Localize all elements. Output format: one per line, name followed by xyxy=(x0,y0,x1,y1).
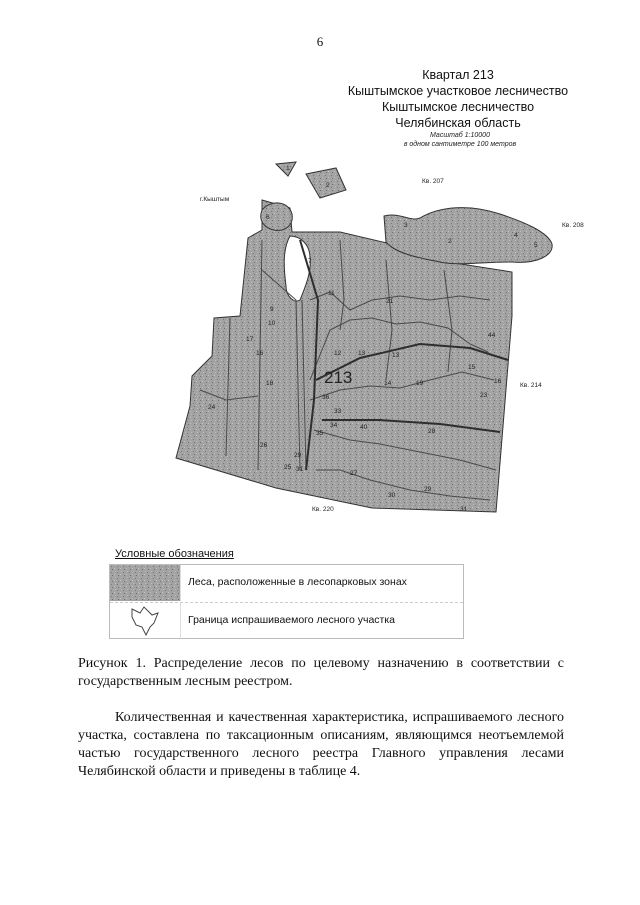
plot-number: 1 xyxy=(286,165,290,172)
plot-number: 26 xyxy=(260,442,268,449)
plot-number: 6 xyxy=(266,214,270,221)
plot-number: 23 xyxy=(480,392,488,399)
neighbor-label-north: Кв. 207 xyxy=(422,178,444,185)
plot-number: 30 xyxy=(388,492,396,499)
map-scale-line-1: Масштаб 1:10000 xyxy=(430,132,490,139)
plot-number: 25 xyxy=(284,464,292,471)
neighbor-label-east: Кв. 214 xyxy=(520,382,542,389)
plot-number: 31 xyxy=(460,506,468,513)
plot-number: 9 xyxy=(270,306,274,313)
plot-number: 29 xyxy=(424,486,432,493)
map-title-line-1: Квартал 213 xyxy=(422,68,494,82)
plot-number: 18 xyxy=(266,380,274,387)
plot-number: 19 xyxy=(416,380,424,387)
figure-caption: Рисунок 1. Распределение лесов по целевому назначению в соответствии с государственным лесным реестром. xyxy=(78,656,564,689)
plot-number: 5 xyxy=(534,242,538,249)
plot-number: 3 xyxy=(404,222,408,229)
plot-number: 12 xyxy=(334,350,342,357)
plot-number: 21 xyxy=(386,298,394,305)
legend-item-forest xyxy=(110,565,463,601)
legend-label-forest: Леса, расположенные в лесопарковых зонах xyxy=(188,576,407,588)
legend-swatch-forest xyxy=(110,565,181,601)
plot-northeast xyxy=(384,208,552,264)
plot-number: 29 xyxy=(294,452,302,459)
legend-title: Условные обозначения xyxy=(115,548,234,560)
plot-number: 27 xyxy=(350,470,358,477)
plot-number: 17 xyxy=(246,336,254,343)
plot-number: 13 xyxy=(358,350,366,357)
neighbor-label-south: Кв. 220 xyxy=(312,506,334,513)
map-scale-line-2: в одном сантиметре 100 метров xyxy=(403,141,517,148)
plot-number: 13 xyxy=(392,352,400,359)
plot-number: 11 xyxy=(328,290,335,297)
plot-number: 36 xyxy=(322,394,330,401)
plot-number: 2 xyxy=(326,182,330,189)
plot-number: 14 xyxy=(384,380,392,387)
plot-number: 7 xyxy=(308,258,312,265)
plot-number: 35 xyxy=(316,430,324,437)
plot-number: 40 xyxy=(360,424,368,431)
plot-number: 16 xyxy=(256,350,264,357)
plot-number: 15 xyxy=(468,364,476,371)
plot-number: 16 xyxy=(494,378,502,385)
map-title-line-2: Кыштымское участковое лесничество xyxy=(347,84,569,98)
plot-number: 33 xyxy=(334,408,342,415)
plot-number: 34 xyxy=(330,422,338,429)
quarter-number: 213 xyxy=(324,368,353,387)
plot-number: 4 xyxy=(514,232,518,239)
legend-label-boundary: Граница испрашиваемого лесного участка xyxy=(188,614,396,626)
neighbor-label-northeast: Кв. 208 xyxy=(562,222,584,229)
plot-number: 28 xyxy=(428,428,436,435)
plot-number: 44 xyxy=(488,332,496,339)
body-paragraph: Количественная и качественная характеристика, испрашиваемого лесного участка, составлена по таксационным описаниям, являющимся неотъемлемой частью государственного лесного реестра Главного управления лесами Челябинской области и приведены в таблице 4. xyxy=(78,710,564,779)
legend-item-boundary xyxy=(110,602,463,639)
plot-number: 24 xyxy=(208,404,216,411)
plot-number: 10 xyxy=(268,320,276,327)
page-number: 6 xyxy=(316,34,324,49)
map-title-line-4: Челябинская область xyxy=(395,116,521,130)
plot-number: 2 xyxy=(448,238,452,245)
legend-box xyxy=(109,564,464,639)
map-title-line-3: Кыштымское лесничество xyxy=(381,100,535,114)
town-label: г.Кыштым xyxy=(200,196,230,203)
legend-swatch-boundary xyxy=(110,603,181,639)
plot-number: 31 xyxy=(296,466,304,473)
